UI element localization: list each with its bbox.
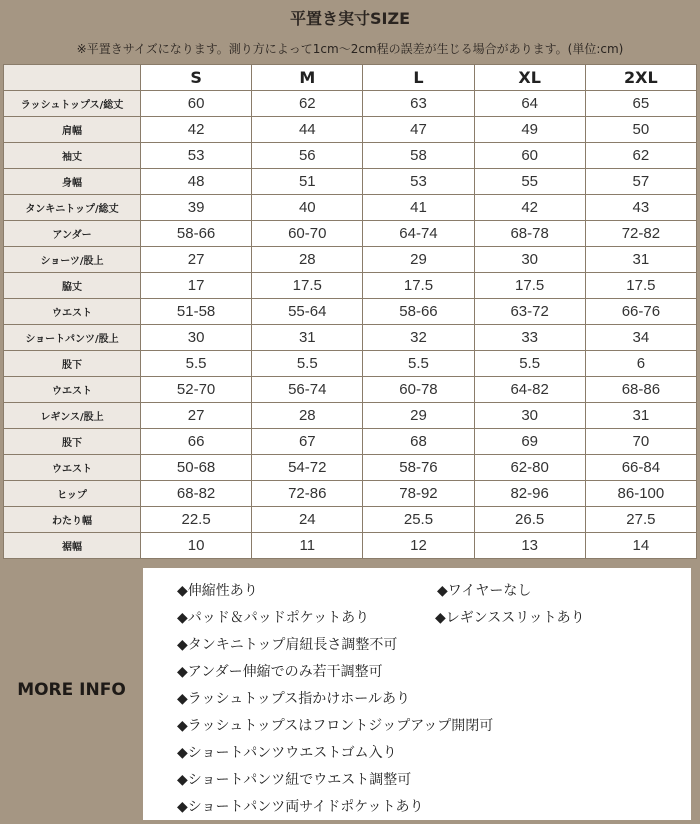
table-cell: 58	[363, 143, 474, 169]
table-cell: 29	[363, 403, 474, 429]
row-label: 裾幅	[4, 533, 141, 559]
table-cell: 86-100	[585, 481, 696, 507]
table-cell: 26.5	[474, 507, 585, 533]
table-row	[4, 429, 697, 455]
table-row	[4, 325, 697, 351]
table-row	[4, 169, 697, 195]
table-cell: 17.5	[585, 273, 696, 299]
table-cell: 63	[363, 91, 474, 117]
table-cell: 48	[141, 169, 252, 195]
table-cell: 5.5	[363, 351, 474, 377]
info-item: ◆ショートパンツ紐でウエスト調整可	[177, 772, 412, 788]
size-column-s: S	[141, 65, 252, 91]
table-cell: 27	[141, 403, 252, 429]
row-label: 脇丈	[4, 273, 141, 299]
table-cell: 56-74	[252, 377, 363, 403]
table-cell: 66	[141, 429, 252, 455]
table-cell: 17.5	[252, 273, 363, 299]
table-row	[4, 377, 697, 403]
table-cell: 49	[474, 117, 585, 143]
table-cell: 60-78	[363, 377, 474, 403]
size-column-m: M	[252, 65, 363, 91]
corner-cell	[4, 65, 141, 91]
table-cell: 5.5	[141, 351, 252, 377]
info-item: ◆ラッシュトップスはフロントジップアップ開閉可	[177, 718, 494, 734]
table-cell: 12	[363, 533, 474, 559]
table-cell: 30	[474, 403, 585, 429]
table-cell: 42	[141, 117, 252, 143]
table-row	[4, 481, 697, 507]
size-column-l: L	[363, 65, 474, 91]
size-column-2xl: 2XL	[585, 65, 696, 91]
row-label: 肩幅	[4, 117, 141, 143]
table-cell: 10	[141, 533, 252, 559]
table-cell: 64	[474, 91, 585, 117]
table-row	[4, 533, 697, 559]
table-cell: 25.5	[363, 507, 474, 533]
table-cell: 13	[474, 533, 585, 559]
size-table-body	[4, 91, 697, 559]
table-row	[4, 351, 697, 377]
info-item: ◆ラッシュトップス指かけホールあり	[177, 691, 410, 707]
table-cell: 53	[141, 143, 252, 169]
table-row	[4, 455, 697, 481]
row-label: 股下	[4, 351, 141, 377]
row-label: ウエスト	[4, 377, 141, 403]
size-table	[3, 64, 697, 559]
table-row	[4, 507, 697, 533]
table-cell: 29	[363, 247, 474, 273]
table-cell: 42	[474, 195, 585, 221]
row-label: タンキニトップ/総丈	[4, 195, 141, 221]
table-cell: 17.5	[474, 273, 585, 299]
table-cell: 5.5	[474, 351, 585, 377]
more-info-box	[143, 568, 691, 820]
table-cell: 30	[474, 247, 585, 273]
table-cell: 31	[252, 325, 363, 351]
info-item: ◆ショートパンツ両サイドポケットあり	[177, 799, 424, 815]
table-cell: 6	[585, 351, 696, 377]
info-item: ◆ワイヤーなし	[437, 583, 532, 599]
table-cell: 28	[252, 247, 363, 273]
row-label: 身幅	[4, 169, 141, 195]
size-column-xl: XL	[474, 65, 585, 91]
row-label: レギンス/股上	[4, 403, 141, 429]
table-cell: 53	[363, 169, 474, 195]
table-cell: 30	[141, 325, 252, 351]
table-row	[4, 221, 697, 247]
row-label: 股下	[4, 429, 141, 455]
table-row	[4, 143, 697, 169]
table-cell: 39	[141, 195, 252, 221]
info-item: ◆タンキニトップ肩紐長さ調整不可	[177, 637, 398, 653]
table-cell: 32	[363, 325, 474, 351]
row-label: ショートパンツ/股上	[4, 325, 141, 351]
table-cell: 44	[252, 117, 363, 143]
table-cell: 69	[474, 429, 585, 455]
table-cell: 60	[474, 143, 585, 169]
table-cell: 65	[585, 91, 696, 117]
table-row	[4, 117, 697, 143]
table-cell: 33	[474, 325, 585, 351]
info-item: ◆伸縮性あり	[177, 583, 258, 599]
table-row	[4, 195, 697, 221]
table-cell: 41	[363, 195, 474, 221]
table-cell: 62	[252, 91, 363, 117]
table-cell: 72-86	[252, 481, 363, 507]
table-cell: 72-82	[585, 221, 696, 247]
table-cell: 60	[141, 91, 252, 117]
table-cell: 58-66	[141, 221, 252, 247]
page-title: 平置き実寸SIZE	[289, 9, 410, 28]
table-cell: 82-96	[474, 481, 585, 507]
table-row	[4, 299, 697, 325]
table-cell: 40	[252, 195, 363, 221]
table-cell: 64-82	[474, 377, 585, 403]
row-label: ウエスト	[4, 299, 141, 325]
table-row	[4, 273, 697, 299]
table-cell: 51	[252, 169, 363, 195]
table-cell: 51-58	[141, 299, 252, 325]
table-cell: 47	[363, 117, 474, 143]
more-info-label: MORE INFO	[17, 680, 126, 700]
info-item: ◆ショートパンツウエストゴム入り	[177, 745, 397, 761]
table-cell: 11	[252, 533, 363, 559]
row-label: ウエスト	[4, 455, 141, 481]
row-label: わたり幅	[4, 507, 141, 533]
table-cell: 55-64	[252, 299, 363, 325]
info-item: ◆アンダー伸縮でのみ若干調整可	[177, 664, 383, 680]
table-cell: 50-68	[141, 455, 252, 481]
table-cell: 58-76	[363, 455, 474, 481]
table-row	[4, 91, 697, 117]
table-cell: 28	[252, 403, 363, 429]
table-cell: 63-72	[474, 299, 585, 325]
table-cell: 17	[141, 273, 252, 299]
info-item: ◆レギンススリットあり	[435, 610, 585, 626]
table-row	[4, 403, 697, 429]
table-row	[4, 247, 697, 273]
table-cell: 66-84	[585, 455, 696, 481]
table-cell: 70	[585, 429, 696, 455]
table-cell: 68-82	[141, 481, 252, 507]
table-cell: 60-70	[252, 221, 363, 247]
table-cell: 14	[585, 533, 696, 559]
table-cell: 50	[585, 117, 696, 143]
table-cell: 34	[585, 325, 696, 351]
table-cell: 62	[585, 143, 696, 169]
measurement-note: ※平置きサイズになります。測り方によって1cm～2cm程の誤差が生じる場合があります。(単位:cm)	[76, 42, 624, 56]
row-label: アンダー	[4, 221, 141, 247]
table-cell: 54-72	[252, 455, 363, 481]
table-cell: 22.5	[141, 507, 252, 533]
table-cell: 67	[252, 429, 363, 455]
table-cell: 27.5	[585, 507, 696, 533]
table-cell: 58-66	[363, 299, 474, 325]
table-cell: 52-70	[141, 377, 252, 403]
row-label: ショーツ/股上	[4, 247, 141, 273]
table-cell: 31	[585, 247, 696, 273]
table-cell: 17.5	[363, 273, 474, 299]
size-header-row	[4, 65, 697, 91]
row-label: ヒップ	[4, 481, 141, 507]
table-cell: 43	[585, 195, 696, 221]
more-info-section	[0, 560, 700, 824]
row-label: 袖丈	[4, 143, 141, 169]
table-cell: 55	[474, 169, 585, 195]
info-item: ◆パッド＆パッドポケットあり	[177, 610, 370, 626]
table-cell: 68-78	[474, 221, 585, 247]
table-cell: 78-92	[363, 481, 474, 507]
table-cell: 31	[585, 403, 696, 429]
table-cell: 68-86	[585, 377, 696, 403]
table-cell: 64-74	[363, 221, 474, 247]
table-cell: 57	[585, 169, 696, 195]
table-cell: 5.5	[252, 351, 363, 377]
table-cell: 68	[363, 429, 474, 455]
table-cell: 27	[141, 247, 252, 273]
row-label: ラッシュトップス/総丈	[4, 91, 141, 117]
table-cell: 24	[252, 507, 363, 533]
table-cell: 62-80	[474, 455, 585, 481]
table-cell: 56	[252, 143, 363, 169]
table-cell: 66-76	[585, 299, 696, 325]
